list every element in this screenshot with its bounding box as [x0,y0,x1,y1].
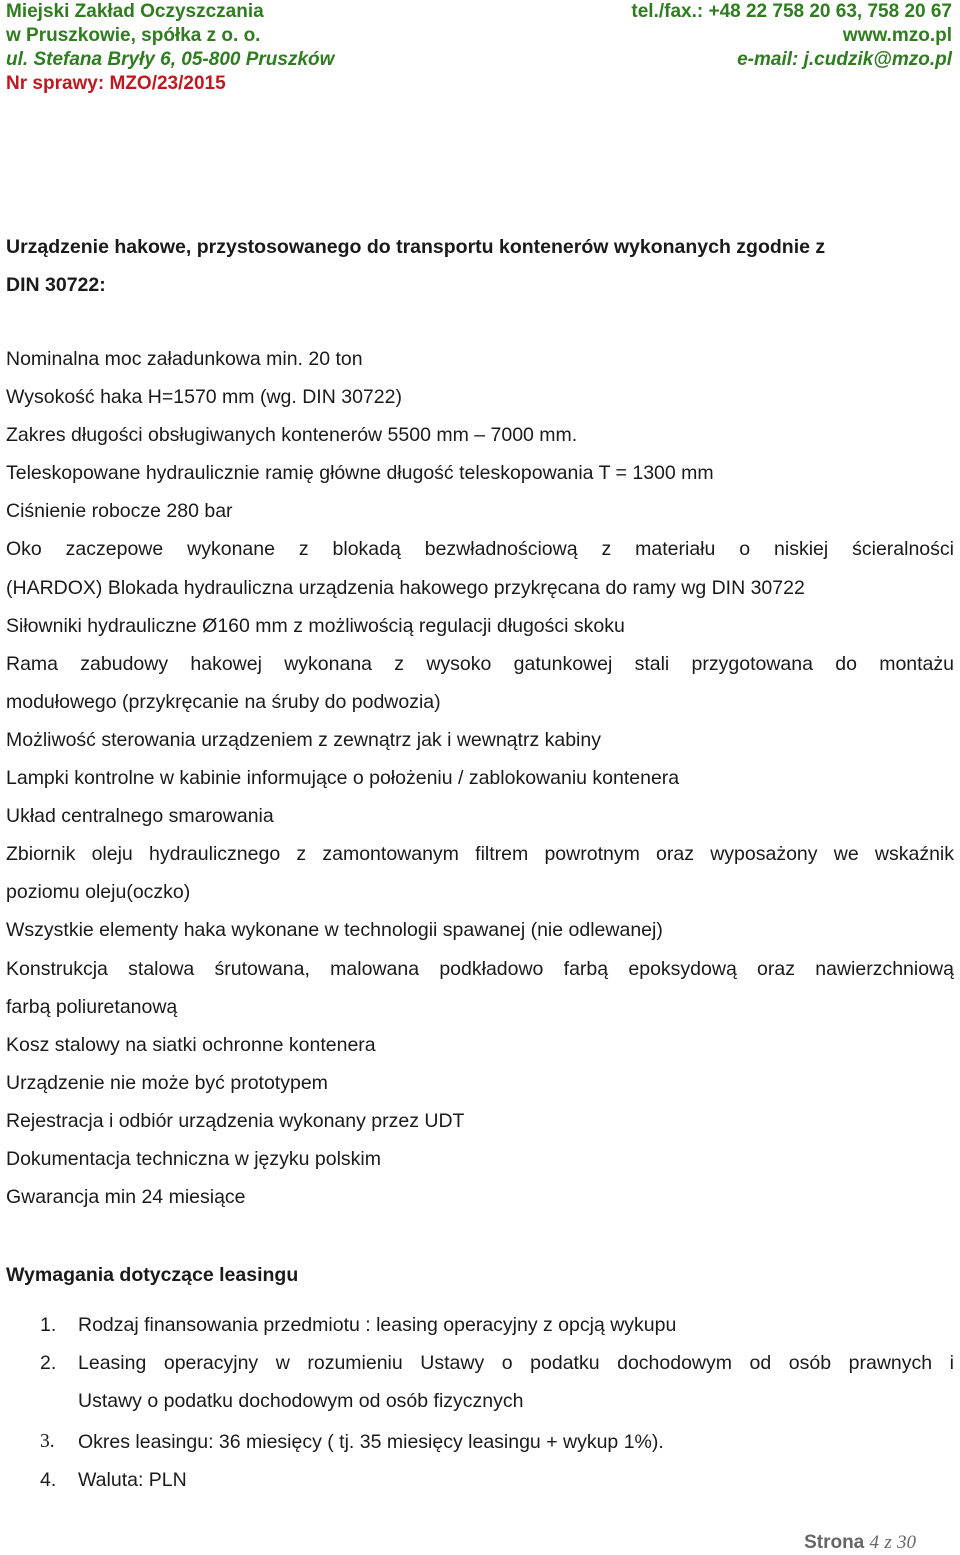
list-item-text: Waluta: PLN [78,1469,187,1491]
spec-line: Rama zabudowy hakowej wykonana z wysoko gatunkowej stali przygotowana do montażu [6,652,954,675]
document-header [6,0,952,96]
phone-fax: tel./fax.: +48 22 758 20 63, 758 20 67 [631,1,952,22]
leasing-list [40,1306,954,1499]
email-link[interactable]: e-mail: j.cudzik@mzo.pl [737,49,952,70]
company-location: w Pruszkowie, spółka z o. o. [6,25,261,46]
spec-line: Siłowniki hydrauliczne Ø160 mm z możliwością regulacji długości skoku [6,614,625,637]
case-number: Nr sprawy: MZO/23/2015 [6,73,226,94]
list-item-text: Leasing operacyjny w rozumieniu Ustawy o podatku dochodowym od osób prawnych i [78,1352,954,1374]
spec-line: farbą poliuretanową [6,995,178,1018]
leasing-title: Wymagania dotyczące leasingu [6,1264,299,1286]
website-link[interactable]: www.mzo.pl [842,25,952,46]
page-label: Strona [804,1532,865,1553]
spec-line: Kosz stalowy na siatki ochronne kontenera [6,1033,376,1056]
header-row-3 [6,48,952,72]
list-item [40,1306,954,1344]
page-separator: z [884,1532,892,1553]
spec-line: Wysokość haka H=1570 mm (wg. DIN 30722) [6,386,402,409]
spec-line: Teleskopowane hydraulicznie ramię główne długość teleskopowania T = 1300 mm [6,462,714,485]
spec-line: poziomu oleju(oczko) [6,881,191,904]
spec-line: Układ centralnego smarowania [6,805,274,828]
page-number [804,1532,916,1554]
list-item [40,1344,954,1382]
spec-line: (HARDOX) Blokada hydrauliczna urządzenia hakowego przykręcana do ramy wg DIN 30722 [6,576,805,599]
list-item-number: 2. [40,1352,57,1374]
list-item-text: Ustawy o podatku dochodowym od osób fizycznych [78,1390,524,1412]
spec-line: Rejestracja i odbiór urządzenia wykonany przez UDT [6,1109,465,1132]
spec-line: Zakres długości obsługiwanych kontenerów 5500 mm – 7000 mm. [6,424,578,447]
spec-line: Lampki kontrolne w kabinie informujące o położeniu / zablokowaniu kontenera [6,767,680,790]
spec-line: modułowego (przykręcanie na śruby do podwozia) [6,690,441,713]
spec-line: Oko zaczepowe wykonane z blokadą bezwładnościową z materiału o niskiej ścieralności [6,538,954,561]
list-item-text: Rodzaj finansowania przedmiotu : leasing operacyjny z opcją wykupu [78,1314,677,1336]
spec-line: Ciśnienie robocze 280 bar [6,500,233,523]
page-current: 4 [869,1532,880,1553]
spec-line: Nominalna moc załadunkowa min. 20 ton [6,348,363,370]
header-row-2 [6,24,952,48]
spec-line: Zbiornik oleju hydraulicznego z zamontowanym filtrem powrotnym oraz wyposażony we wskaźnik [6,843,954,866]
spec-line: Gwarancja min 24 miesiące [6,1186,246,1209]
spec-line: Dokumentacja techniczna w języku polskim [6,1147,381,1170]
company-name: Miejski Zakład Oczyszczania [6,1,264,22]
list-item-text: Okres leasingu: 36 miesięcy ( tj. 35 miesięcy leasingu + wykup 1%). [78,1431,664,1453]
spacer [6,304,954,340]
spec-line: Urządzenie nie może być prototypem [6,1071,328,1094]
spec-line: Możliwość sterowania urządzeniem z zewnątrz jak i wewnątrz kabiny [6,728,601,751]
spec-line: Konstrukcja stalowa śrutowana, malowana podkładowo farbą epoksydową oraz nawierzchniową [6,957,954,980]
list-item [40,1423,954,1461]
header-row-4 [6,72,952,96]
section-title-line-2: DIN 30722: [6,274,106,296]
company-address: ul. Stefana Bryły 6, 05-800 Pruszków [6,49,335,70]
list-item-number: 3. [40,1431,55,1452]
list-item-number: 1. [40,1314,57,1336]
list-item-continuation [40,1382,954,1420]
list-item [40,1461,954,1499]
header-row-1 [6,0,952,24]
section-title-line-1: Urządzenie hakowe, przystosowanego do transportu kontenerów wykonanych zgodnie z [6,236,826,258]
page-total: 30 [897,1532,916,1553]
spec-line: Wszystkie elementy haka wykonane w technologii spawanej (nie odlewanej) [6,919,663,942]
document-body [6,228,954,1216]
list-item-number: 4. [40,1469,57,1491]
